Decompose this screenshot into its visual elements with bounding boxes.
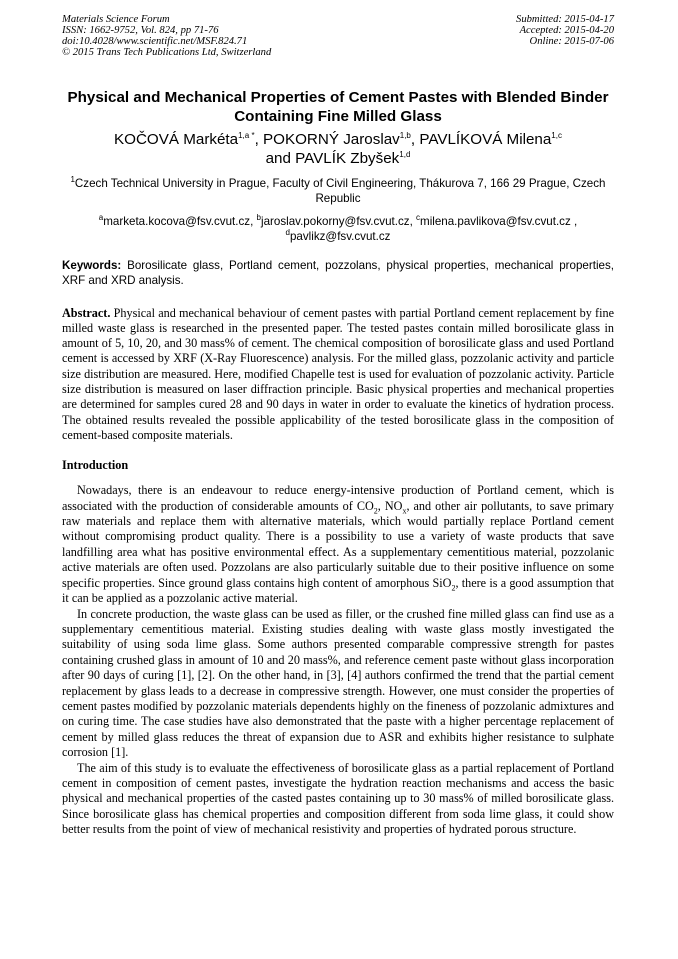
email-link[interactable]: marketa.kocova@fsv.cvut.cz xyxy=(103,215,251,228)
journal-doi: doi:10.4028/www.scientific.net/MSF.824.71 xyxy=(62,36,248,47)
journal-copyright: © 2015 Trans Tech Publications Ltd, Switzerland xyxy=(62,47,272,58)
intro-paragraph-3: The aim of this study is to evaluate the effectiveness of borosilicate glass as a partial replacement of Portland cement in composition of cement pastes, investigate the hydration reaction mechanisms and access the basic physical and mechanical properties of the casted pastes containing up to 30 mass% of milled borosilicate glass. Since borosilicate glass has chemical properties and composition different from soda lime glass, it could show better results from the point of view of mechanical resistivity and properties of hydrated porous structure. xyxy=(62,760,614,837)
author-name: KOČOVÁ Markéta xyxy=(114,131,239,148)
text-run: , NO xyxy=(377,498,403,513)
author-affil-mark: 1,b xyxy=(399,130,411,140)
email-link[interactable]: pavlikz@fsv.cvut.cz xyxy=(289,230,391,243)
submitted-date: Submitted: 2015-04-17 xyxy=(516,14,614,25)
journal-header xyxy=(62,14,614,58)
email-mark: a xyxy=(98,213,104,223)
accepted-date: Accepted: 2015-04-20 xyxy=(519,25,614,36)
online-date: Online: 2015-07-06 xyxy=(529,36,614,47)
author-name: PAVLÍK Zbyšek xyxy=(295,150,400,167)
section-heading-introduction: Introduction xyxy=(62,458,129,473)
publication-dates xyxy=(516,14,614,58)
author-affil-mark: 1,d xyxy=(399,149,411,159)
keywords xyxy=(62,258,614,289)
author-emails: $^a$marketa.kocova@fsv.cvut.cz, $^b$jaroslav.pokorny@fsv.cvut.cz, $^c$milena.pavlikova@fsv.cvut.cz , $^d$pavlikz@fsv.cvut.cz xyxy=(98,213,578,243)
author-name: PAVLÍKOVÁ Milena xyxy=(419,131,552,148)
text-run: , and other air pollutants, to save primary raw materials and replace them with alternative materials, which would partially replace Portland cement without compromising product quality. There is a possibility to use a variety of waste products that save landfilling area what has positive environmental effect. As a supplementary cementitious material, pozzolanic active materials are often used. Pozzolans are also particularly suitable due to their positive influence on some specific properties. Since ground glass contains high content of amorphous SiO xyxy=(62,498,614,590)
abstract-label: Abstract. xyxy=(62,305,111,320)
journal-info xyxy=(62,14,271,58)
email-link[interactable]: milena.pavlikova@fsv.cvut.cz xyxy=(420,215,571,228)
affiliation xyxy=(62,176,614,206)
keywords-label: Keywords: xyxy=(62,259,122,272)
subscript: 2 xyxy=(373,506,378,516)
abstract xyxy=(62,306,614,444)
journal-issn: ISSN: 1662-9752, Vol. 824, pp 71-76 xyxy=(62,25,219,36)
text-run: , there is a good assumption that it can be applied as a pozzolanic active material. xyxy=(62,575,614,606)
author-affil-mark: 1,a * xyxy=(238,130,255,140)
affiliation-mark: 1 xyxy=(70,175,75,185)
keywords-text: Borosilicate glass, Portland cement, pozzolans, physical properties, mechanical properties, XRF and XRD analysis. xyxy=(62,259,614,288)
author-affil-mark: 1,c xyxy=(551,130,562,140)
email-mark: d xyxy=(285,228,290,238)
author-list: KOČOVÁ Markéta$^{1,a *}$, POKORNÝ Jaroslav$^{1,b}$, PAVLÍKOVÁ Milena$^{1,c}$ and PAVLÍK Zbyšek$^{1,d}$ xyxy=(114,130,562,167)
abstract-text: Physical and mechanical behaviour of cement pastes with partial Portland cement replacement by fine milled waste glass is researched in the presented paper. The tested pastes contain milled borosilicate glass in amount of 5, 10, 20, and 30 mass% of cement. The chemical composition of borosilicate glass and used Portland cement is accessed by XRF (X-Ray Fluorescence) analysis. For the milled glass, pozzolanic activity and particle size distribution are measured. Here, modified Chapelle test is used for evaluation of pozzolanic activity. Particle size distribution is measured on laser diffraction principle. Basic physical properties and mechanical properties are determined for samples cured 28 and 90 days in water in order to evaluate the kinetics of hydration process. The obtained results revealed the possible applicability of the tested borosilicate glass in the composition of cement-based composite materials. xyxy=(62,305,614,442)
email-mark: c xyxy=(416,213,421,223)
paper-title: Physical and Mechanical Properties of Cement Pastes with Blended Binder Containing Fine Milled Glass xyxy=(67,89,609,125)
journal-name: Materials Science Forum xyxy=(62,14,170,25)
paper-page xyxy=(62,14,614,838)
intro-paragraph-2: In concrete production, the waste glass can be used as filler, or the crushed fine milled glass can find use as a supplementary cementitious material. Existing studies dealing with waste glass mostly investigated the suitability of using soda lime glass. Some authors presented comparable compressive strength for pastes containing crushed glass in amount of 10 and 20 mass%, and reference cement paste without glass incorporation after 90 days of curing [1], [2]. On the other hand, in [3], [4] authors confirmed the trend that the partial cement replacement by glass leads to a decrease in compressive strength. However, one must consider the properties of cement pastes modified by pozzolanic materials dependents highly on the fineness of pozzolanic admixtures and on curing time. The case studies have also demonstrated that the paste with a higher percentage replacement of cement by milled glass reduces the threat of expansion due to ASR and exhibits higher resistance to sulphate corrosion [1]. xyxy=(62,606,614,760)
text-run: Nowadays, there is an endeavour to reduce energy-intensive production of Portland cement, which is associated with the production of considerable amounts of CO xyxy=(62,483,614,513)
email-mark: b xyxy=(256,213,261,223)
author-name: POKORNÝ Jaroslav xyxy=(263,131,400,148)
intro-paragraph-1 xyxy=(62,483,614,606)
affiliation-text: Czech Technical University in Prague, Faculty of Civil Engineering, Thákurova 7, 166 29 Prague, Czech Republic xyxy=(74,177,606,205)
email-link[interactable]: jaroslav.pokorny@fsv.cvut.cz xyxy=(261,215,410,228)
subscript: 2 xyxy=(451,583,456,593)
subscript: x xyxy=(402,506,407,516)
